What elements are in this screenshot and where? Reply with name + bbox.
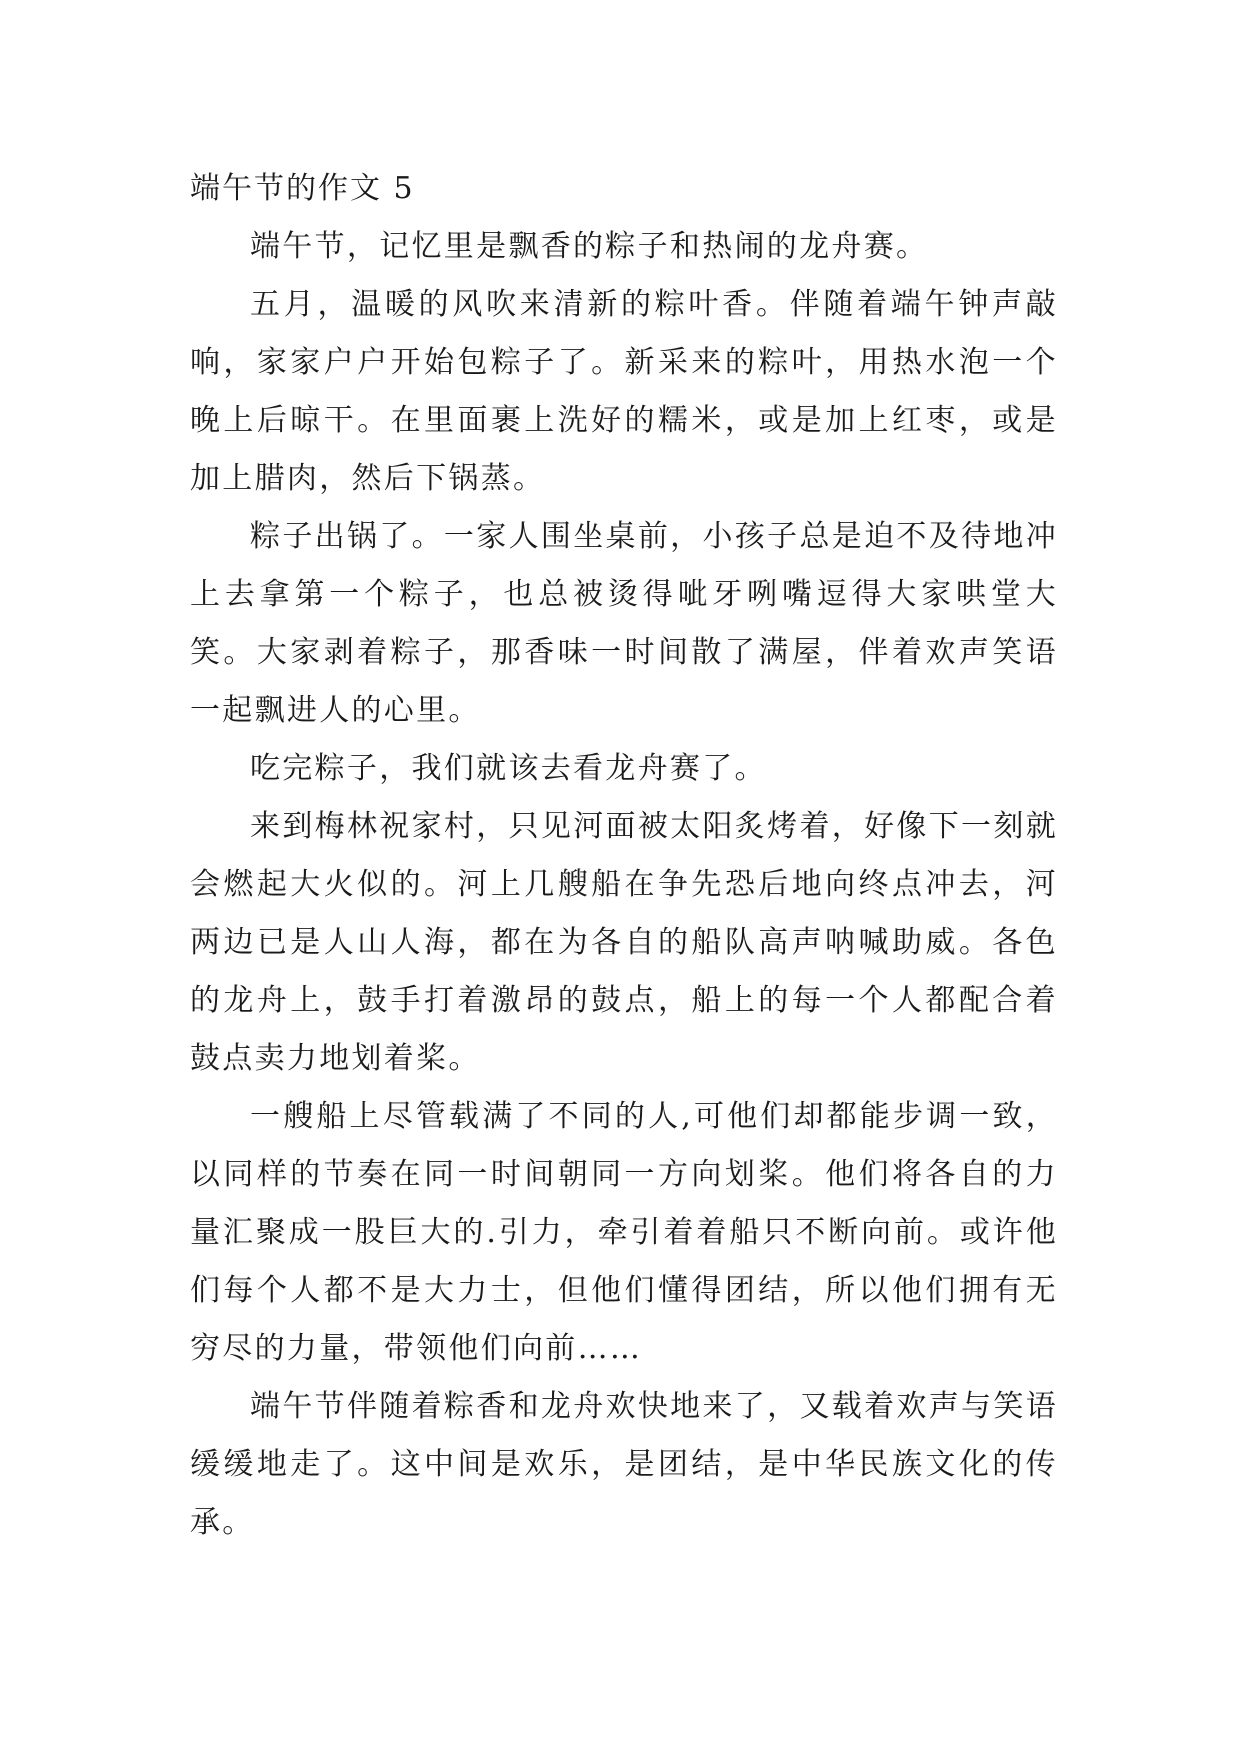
paragraph-5: 来到梅林祝家村，只见河面被太阳炙烤着，好像下一刻就会燃起大火似的。河上几艘船在争先恐后地向终点冲去，河两边已是人山人海，都在为各自的船队高声呐喊助威。各色的龙舟上，鼓手打着激昂的鼓点，船上的每一个人都配合着鼓点卖力地划着桨。 [190, 809, 1058, 1076]
paragraph-2: 五月，温暖的风吹来清新的粽叶香。伴随着端午钟声敲响，家家户户开始包粽子了。新采来的粽叶，用热水泡一个晚上后晾干。在里面裹上洗好的糯米，或是加上红枣，或是加上腊肉，然后下锅蒸。 [190, 287, 1058, 496]
paragraph-3: 粽子出锅了。一家人围坐桌前，小孩子总是迫不及待地冲上去拿第一个粽子，也总被烫得呲牙咧嘴逗得大家哄堂大笑。大家剥着粽子，那香味一时间散了满屋，伴着欢声笑语一起飘进人的心里。 [190, 519, 1058, 728]
document-title: 端午节的作文 5 [190, 171, 415, 206]
document-body [190, 168, 1058, 1552]
paragraph-6: 一艘船上尽管载满了不同的人,可他们却都能步调一致，以同样的节奏在同一时间朝同一方向划桨。他们将各自的力量汇聚成一股巨大的.引力，牵引着着船只不断向前。或许他们每个人都不是大力士，但他们懂得团结，所以他们拥有无穷尽的力量，带领他们向前…… [190, 1099, 1058, 1366]
paragraph-1: 端午节，记忆里是飘香的粽子和热闹的龙舟赛。 [250, 229, 929, 264]
paragraph-4: 吃完粽子，我们就该去看龙舟赛了。 [250, 751, 767, 786]
paragraph-7: 端午节伴随着粽香和龙舟欢快地来了，又载着欢声与笑语缓缓地走了。这中间是欢乐，是团结，是中华民族文化的传承。 [190, 1389, 1058, 1540]
